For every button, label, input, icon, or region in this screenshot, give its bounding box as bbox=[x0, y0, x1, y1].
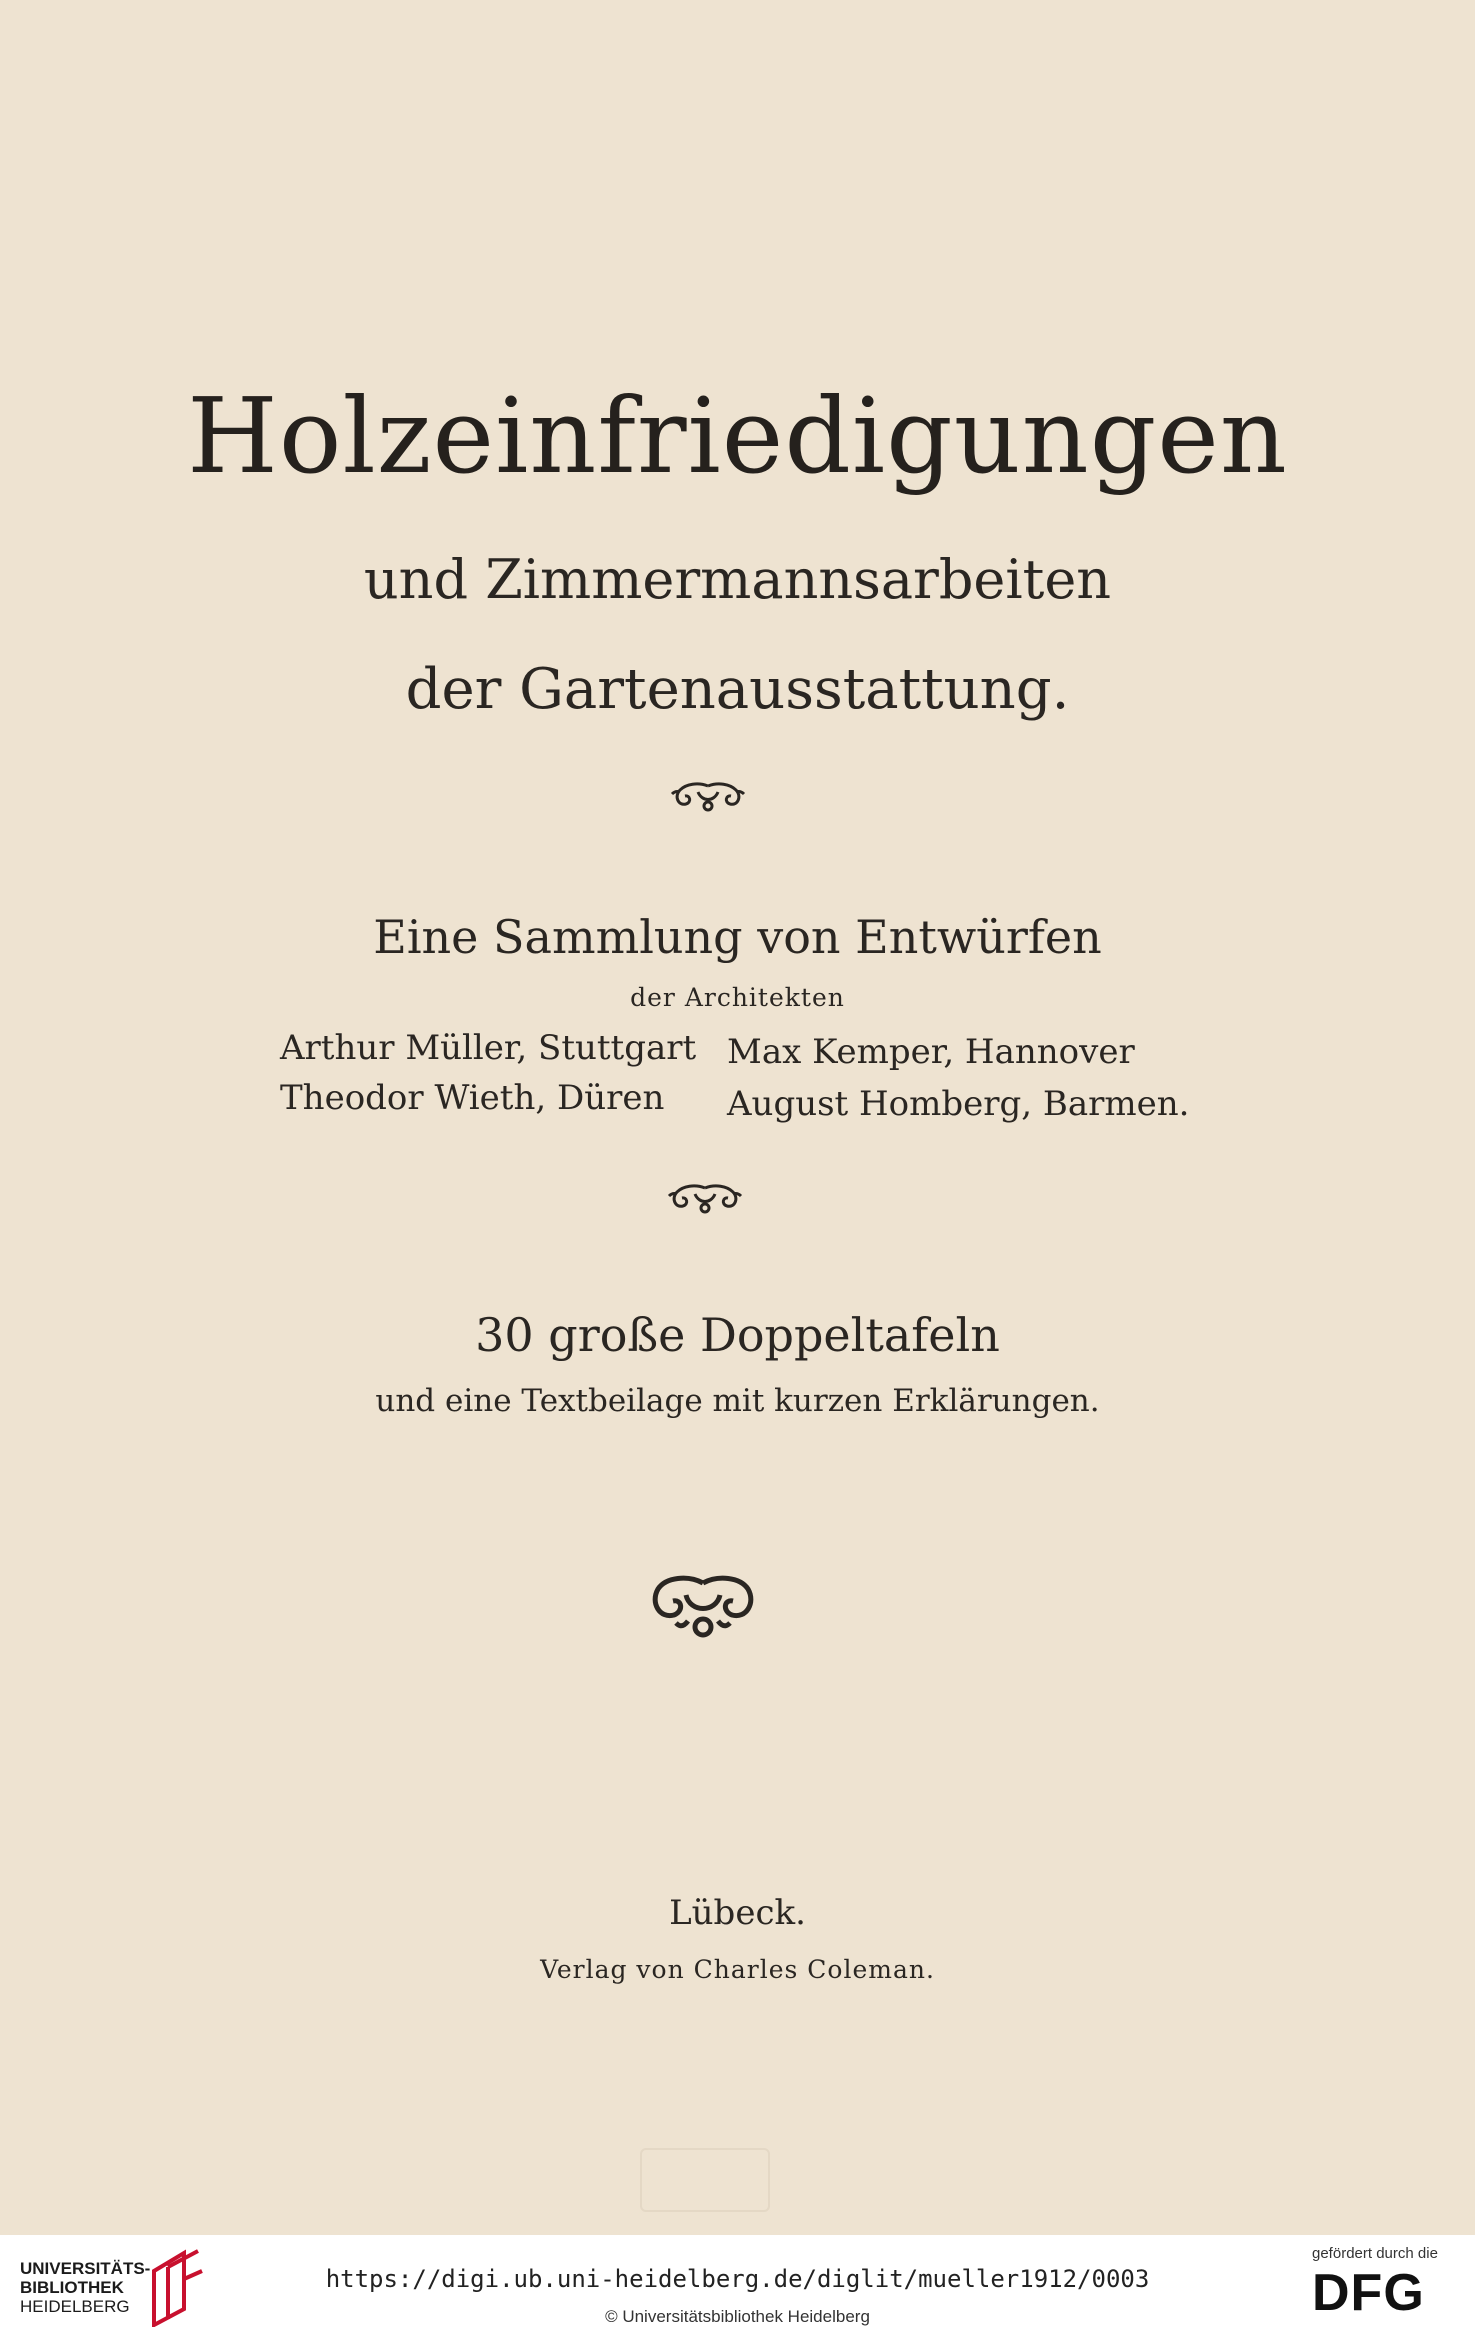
library-name-line-2: BIBLIOTHEK bbox=[20, 2278, 124, 2297]
ornament-large-icon bbox=[648, 1573, 758, 1645]
book-title: Holzeinfriedigungen bbox=[187, 375, 1288, 497]
architect-4: August Homberg, Barmen. bbox=[727, 1084, 1190, 1124]
copyright-notice: © Universitätsbibliothek Heidelberg bbox=[605, 2307, 870, 2326]
subtitle-line-2: der Gartenausstattung. bbox=[405, 657, 1070, 722]
architect-3: Theodor Wieth, Düren bbox=[280, 1078, 665, 1118]
architect-1: Arthur Müller, Stuttgart bbox=[280, 1028, 697, 1068]
collection-heading: Eine Sammlung von Entwürfen bbox=[373, 910, 1102, 964]
ornament-small-icon bbox=[668, 780, 748, 814]
funding-label: gefördert durch die bbox=[1312, 2245, 1438, 2262]
architect-2: Max Kemper, Hannover bbox=[727, 1032, 1135, 1072]
dfg-logo: DFG bbox=[1312, 2264, 1425, 2322]
subtitle-line-1: und Zimmermannsarbeiten bbox=[363, 548, 1112, 611]
library-name-line-3: HEIDELBERG bbox=[20, 2297, 130, 2316]
plates-heading: 30 große Doppeltafeln bbox=[475, 1308, 1000, 1362]
viewer-footer bbox=[0, 2235, 1475, 2340]
publication-city: Lübeck. bbox=[669, 1893, 806, 1933]
publisher-line: Verlag von Charles Coleman. bbox=[540, 1955, 935, 1984]
architects-label: der Architekten bbox=[630, 983, 845, 1012]
supplement-text: und eine Textbeilage mit kurzen Erklärungen. bbox=[375, 1383, 1100, 1419]
library-name-line-1: UNIVERSITÄTS- bbox=[20, 2259, 151, 2278]
permalink-url[interactable]: https://digi.ub.uni-heidelberg.de/diglit/mueller1912/0003 bbox=[325, 2265, 1150, 2293]
library-stamp bbox=[640, 2148, 770, 2212]
ornament-small-icon bbox=[665, 1182, 745, 1216]
